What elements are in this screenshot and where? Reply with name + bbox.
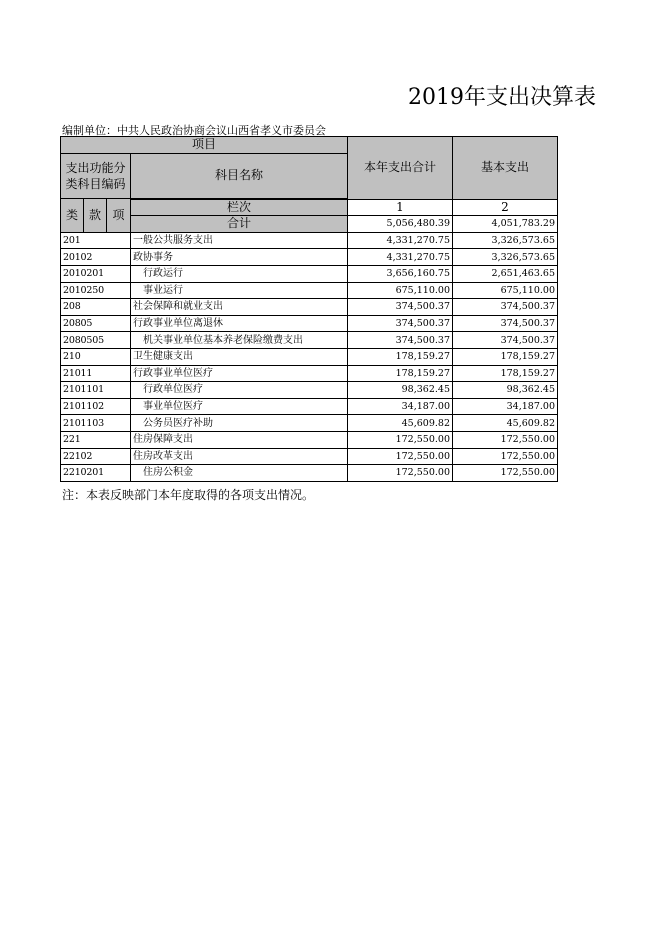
row-basic: 45,609.82: [453, 415, 558, 432]
row-total: 374,500.37: [348, 315, 453, 332]
table-row: [61, 232, 558, 249]
table-row: [61, 431, 558, 448]
row-basic: 3,326,573.65: [453, 249, 558, 266]
row-total: 675,110.00: [348, 282, 453, 299]
row-total: 172,550.00: [348, 465, 453, 482]
row-total: 178,159.27: [348, 365, 453, 382]
row-name: 事业单位医疗: [131, 398, 348, 415]
column-2: 2: [453, 199, 558, 216]
row-total: 4,331,270.75: [348, 249, 453, 266]
row-name: 行政运行: [131, 265, 348, 282]
column-label: 栏次: [131, 199, 348, 216]
row-total: 45,609.82: [348, 415, 453, 432]
row-total: 374,500.37: [348, 299, 453, 316]
row-name: 卫生健康支出: [131, 348, 348, 365]
table-row: [61, 265, 558, 282]
row-total: 172,550.00: [348, 431, 453, 448]
row-name: 住房公积金: [131, 465, 348, 482]
row-code: 21011: [61, 365, 131, 382]
row-basic: 172,550.00: [453, 465, 558, 482]
expenditure-table: [60, 136, 558, 482]
row-basic: 172,550.00: [453, 431, 558, 448]
row-basic: 374,500.37: [453, 315, 558, 332]
table-row: [61, 365, 558, 382]
row-basic: 3,326,573.65: [453, 232, 558, 249]
sum-label: 合计: [131, 216, 348, 233]
table-row: [61, 465, 558, 482]
row-name: 住房保障支出: [131, 431, 348, 448]
row-name: 行政单位医疗: [131, 382, 348, 399]
row-basic: 374,500.37: [453, 332, 558, 349]
row-name: 行政事业单位医疗: [131, 365, 348, 382]
sum-total: 5,056,480.39: [348, 216, 453, 233]
row-code: 2010201: [61, 265, 131, 282]
row-basic: 2,651,463.65: [453, 265, 558, 282]
row-code: 210: [61, 348, 131, 365]
row-total: 98,362.45: [348, 382, 453, 399]
footnote: 注：本表反映部门本年度取得的各项支出情况。: [62, 488, 315, 502]
table-row: [61, 315, 558, 332]
code-header: 支出功能分类科目编码: [61, 153, 131, 198]
row-code: 2101101: [61, 382, 131, 399]
basic-header: 基本支出: [453, 137, 558, 200]
row-code: 2101102: [61, 398, 131, 415]
row-code: 2010250: [61, 282, 131, 299]
row-basic: 178,159.27: [453, 365, 558, 382]
row-code: 2080505: [61, 332, 131, 349]
row-total: 374,500.37: [348, 332, 453, 349]
row-code: 221: [61, 431, 131, 448]
row-total: 178,159.27: [348, 348, 453, 365]
row-basic: 34,187.00: [453, 398, 558, 415]
row-name: 一般公共服务支出: [131, 232, 348, 249]
row-basic: 675,110.00: [453, 282, 558, 299]
lei-header: 类: [61, 198, 84, 232]
row-code: 22102: [61, 448, 131, 465]
row-code: 201: [61, 232, 131, 249]
row-name: 行政事业单位离退休: [131, 315, 348, 332]
row-code: 20102: [61, 249, 131, 266]
table-row: [61, 299, 558, 316]
row-name: 住房改革支出: [131, 448, 348, 465]
row-name: 事业运行: [131, 282, 348, 299]
table-row: [61, 382, 558, 399]
row-name: 机关事业单位基本养老保险缴费支出: [131, 332, 348, 349]
sum-basic: 4,051,783.29: [453, 216, 558, 233]
row-basic: 172,550.00: [453, 448, 558, 465]
row-total: 4,331,270.75: [348, 232, 453, 249]
row-code: 2101103: [61, 415, 131, 432]
row-name: 社会保障和就业支出: [131, 299, 348, 316]
table-row: [61, 415, 558, 432]
table-row: [61, 282, 558, 299]
table-row: [61, 398, 558, 415]
kuan-header: 款: [84, 198, 107, 232]
row-total: 34,187.00: [348, 398, 453, 415]
compiling-unit: 编制单位：中共人民政治协商会议山西省孝义市委员会: [62, 124, 326, 137]
project-header: 项目: [61, 137, 348, 154]
row-total: 172,550.00: [348, 448, 453, 465]
column-1: 1: [348, 199, 453, 216]
row-name: 公务员医疗补助: [131, 415, 348, 432]
table-row: [61, 332, 558, 349]
row-basic: 178,159.27: [453, 348, 558, 365]
report-title: 2019年支出决算表: [408, 85, 596, 110]
row-basic: 374,500.37: [453, 299, 558, 316]
row-total: 3,656,160.75: [348, 265, 453, 282]
row-name: 政协事务: [131, 249, 348, 266]
xiang-header: 项: [107, 198, 131, 232]
row-code: 20805: [61, 315, 131, 332]
table-row: [61, 348, 558, 365]
total-header: 本年支出合计: [348, 137, 453, 200]
table-row: [61, 249, 558, 266]
row-basic: 98,362.45: [453, 382, 558, 399]
row-code: 2210201: [61, 465, 131, 482]
row-code: 208: [61, 299, 131, 316]
name-header: 科目名称: [131, 153, 348, 198]
table-row: [61, 448, 558, 465]
